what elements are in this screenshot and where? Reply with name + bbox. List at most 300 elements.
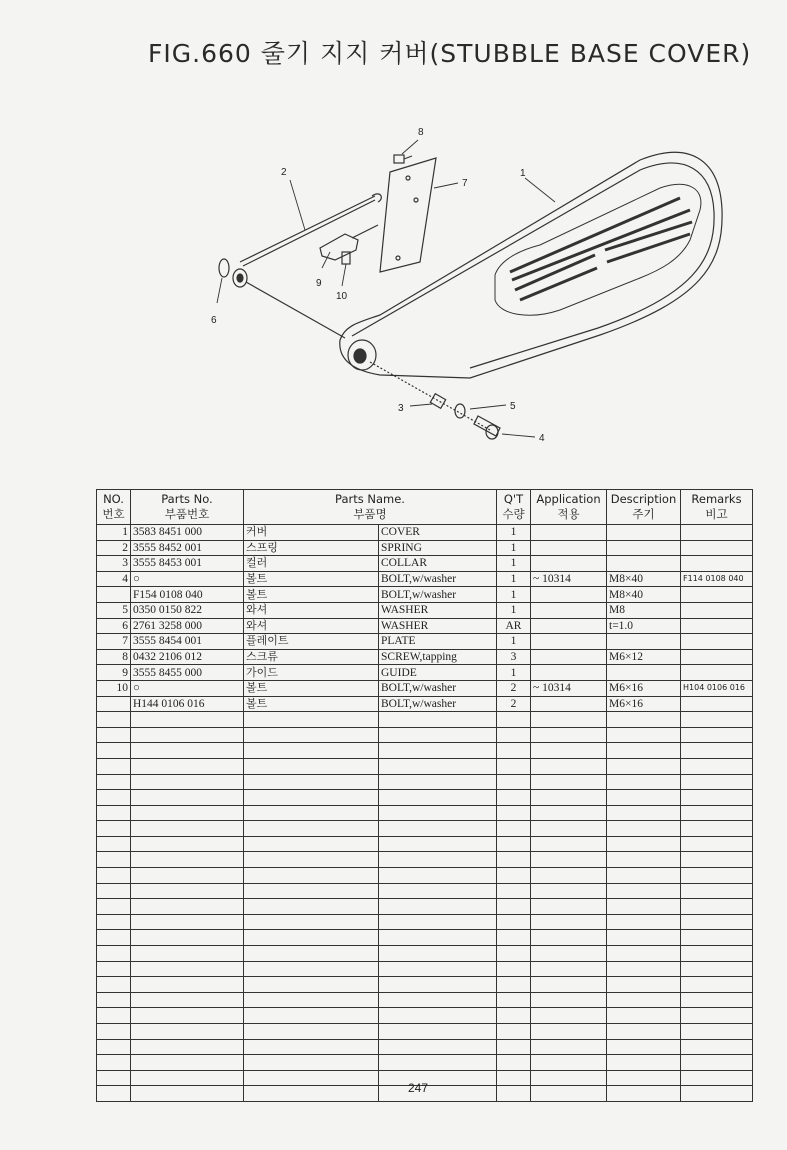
cell-empty <box>531 774 607 790</box>
cell-empty <box>379 1055 497 1071</box>
cell-kor: 플레이트 <box>244 634 379 650</box>
cell-empty <box>379 899 497 915</box>
header-parts-name: Parts Name. 부품명 <box>244 490 497 525</box>
cell-qty: 1 <box>497 665 531 681</box>
cell-empty <box>131 1070 244 1086</box>
cell-empty <box>681 712 753 728</box>
cell-eng: SCREW,tapping <box>379 649 497 665</box>
cell-qty: 1 <box>497 587 531 603</box>
cell-empty <box>379 946 497 962</box>
callout-4: 4 <box>539 433 545 444</box>
cell-parts-no: ○ <box>131 571 244 587</box>
exploded-parts-diagram <box>0 100 787 480</box>
table-row-empty <box>97 774 753 790</box>
cell-empty <box>97 1008 131 1024</box>
cell-parts-no: H144 0106 016 <box>131 696 244 712</box>
table-row-empty <box>97 743 753 759</box>
cell-empty <box>681 1008 753 1024</box>
cell-application <box>531 540 607 556</box>
cell-qty: 1 <box>497 540 531 556</box>
cover-part-1 <box>340 152 722 378</box>
parts-table <box>96 489 753 1102</box>
cell-empty <box>379 961 497 977</box>
cell-empty <box>244 743 379 759</box>
table-row <box>97 634 753 650</box>
cell-empty <box>497 961 531 977</box>
cell-empty <box>607 1055 681 1071</box>
callout-7: 7 <box>462 178 468 189</box>
cell-empty <box>97 946 131 962</box>
cell-empty <box>244 930 379 946</box>
callout-3: 3 <box>398 403 404 414</box>
table-row <box>97 571 753 587</box>
cell-kor: 커버 <box>244 525 379 541</box>
guide-part-9 <box>320 225 378 264</box>
table-row-empty <box>97 977 753 993</box>
cell-empty <box>497 977 531 993</box>
table-row-empty <box>97 852 753 868</box>
cell-empty <box>681 930 753 946</box>
screw-part-8 <box>394 155 412 163</box>
callout-10: 10 <box>336 291 348 302</box>
cell-empty <box>97 790 131 806</box>
cell-empty <box>531 1055 607 1071</box>
cell-empty <box>531 914 607 930</box>
cell-empty <box>681 1086 753 1102</box>
cell-empty <box>607 790 681 806</box>
cell-description: M6×16 <box>607 680 681 696</box>
cell-empty <box>607 992 681 1008</box>
header-qty: Q'T 수량 <box>497 490 531 525</box>
cell-application <box>531 634 607 650</box>
cell-qty: 1 <box>497 556 531 572</box>
cell-empty <box>379 1008 497 1024</box>
cell-empty <box>681 790 753 806</box>
cell-empty <box>97 727 131 743</box>
table-row-empty <box>97 946 753 962</box>
cell-empty <box>531 1039 607 1055</box>
cell-empty <box>244 1039 379 1055</box>
cell-empty <box>379 758 497 774</box>
cell-eng: WASHER <box>379 602 497 618</box>
table-row-empty <box>97 868 753 884</box>
cell-empty <box>607 1039 681 1055</box>
cell-empty <box>379 977 497 993</box>
cell-description <box>607 525 681 541</box>
cell-empty <box>497 930 531 946</box>
cell-empty <box>379 914 497 930</box>
cell-empty <box>244 712 379 728</box>
cell-empty <box>531 712 607 728</box>
cell-empty <box>244 946 379 962</box>
cell-empty <box>97 743 131 759</box>
cell-empty <box>131 1024 244 1040</box>
cell-empty <box>497 883 531 899</box>
cell-empty <box>131 977 244 993</box>
table-row <box>97 696 753 712</box>
cell-empty <box>531 930 607 946</box>
cell-empty <box>244 852 379 868</box>
cell-empty <box>531 743 607 759</box>
table-row-empty <box>97 914 753 930</box>
cell-empty <box>607 1008 681 1024</box>
cell-empty <box>497 914 531 930</box>
cell-empty <box>379 821 497 837</box>
cell-parts-no: 0432 2106 012 <box>131 649 244 665</box>
table-header-row <box>97 490 753 525</box>
cell-empty <box>497 852 531 868</box>
cell-description: M8×40 <box>607 571 681 587</box>
callout-8: 8 <box>418 127 424 138</box>
cell-application <box>531 649 607 665</box>
cell-empty <box>131 914 244 930</box>
cell-description: M8×40 <box>607 587 681 603</box>
cell-qty: 1 <box>497 634 531 650</box>
cell-remarks <box>681 587 753 603</box>
cell-kor: 와셔 <box>244 602 379 618</box>
cell-empty <box>97 852 131 868</box>
cell-empty <box>497 1055 531 1071</box>
cell-description <box>607 556 681 572</box>
cell-empty <box>244 774 379 790</box>
cell-no: 4 <box>97 571 131 587</box>
cell-no: 9 <box>97 665 131 681</box>
cell-empty <box>97 805 131 821</box>
cell-empty <box>131 852 244 868</box>
cell-empty <box>379 992 497 1008</box>
cell-empty <box>607 868 681 884</box>
cell-empty <box>681 992 753 1008</box>
table-row <box>97 587 753 603</box>
cell-empty <box>497 1008 531 1024</box>
cell-application <box>531 696 607 712</box>
cell-empty <box>681 821 753 837</box>
cell-empty <box>244 883 379 899</box>
cell-eng: WASHER <box>379 618 497 634</box>
header-no: NO. 번호 <box>97 490 131 525</box>
cell-qty: 1 <box>497 602 531 618</box>
cell-parts-no: 3555 8452 001 <box>131 540 244 556</box>
cell-empty <box>97 821 131 837</box>
cell-kor: 볼트 <box>244 680 379 696</box>
cell-empty <box>531 992 607 1008</box>
cell-qty: 3 <box>497 649 531 665</box>
cell-empty <box>131 1086 244 1102</box>
cell-empty <box>379 805 497 821</box>
cell-empty <box>97 992 131 1008</box>
cell-no: 1 <box>97 525 131 541</box>
cell-no: 5 <box>97 602 131 618</box>
table-row-empty <box>97 727 753 743</box>
cell-eng: BOLT,w/washer <box>379 571 497 587</box>
cell-eng: BOLT,w/washer <box>379 696 497 712</box>
cell-empty <box>244 727 379 743</box>
cell-empty <box>97 836 131 852</box>
cell-parts-no: 2761 3258 000 <box>131 618 244 634</box>
cell-empty <box>379 774 497 790</box>
cell-empty <box>681 743 753 759</box>
cell-remarks <box>681 525 753 541</box>
cell-empty <box>379 1070 497 1086</box>
cell-description: M6×12 <box>607 649 681 665</box>
cell-empty <box>607 883 681 899</box>
cell-empty <box>497 1070 531 1086</box>
cell-description <box>607 540 681 556</box>
cell-empty <box>131 930 244 946</box>
cell-remarks <box>681 618 753 634</box>
page-title: FIG.660 줄기 지지 커버(STUBBLE BASE COVER) <box>148 39 752 68</box>
cell-remarks <box>681 696 753 712</box>
cell-empty <box>681 852 753 868</box>
cell-empty <box>131 805 244 821</box>
table-row <box>97 665 753 681</box>
cell-empty <box>379 727 497 743</box>
table-row-empty <box>97 1008 753 1024</box>
spring-part-2 <box>240 194 381 266</box>
cell-empty <box>131 712 244 728</box>
cell-empty <box>131 774 244 790</box>
cell-empty <box>531 852 607 868</box>
cell-eng: SPRING <box>379 540 497 556</box>
cell-empty <box>131 1008 244 1024</box>
cell-empty <box>97 868 131 884</box>
table-row <box>97 525 753 541</box>
cell-empty <box>607 821 681 837</box>
cell-empty <box>97 899 131 915</box>
header-remarks: Remarks 비고 <box>681 490 753 525</box>
cell-empty <box>681 1070 753 1086</box>
cell-empty <box>531 1008 607 1024</box>
cell-empty <box>531 899 607 915</box>
cell-empty <box>531 1024 607 1040</box>
cell-parts-no: ○ <box>131 680 244 696</box>
cell-empty <box>681 1039 753 1055</box>
cell-empty <box>497 946 531 962</box>
cell-empty <box>244 992 379 1008</box>
cell-empty <box>244 961 379 977</box>
header-description: Description 주기 <box>607 490 681 525</box>
cell-empty <box>244 914 379 930</box>
table-row-empty <box>97 1039 753 1055</box>
callout-5: 5 <box>510 401 516 412</box>
cell-empty <box>379 836 497 852</box>
cell-no: 3 <box>97 556 131 572</box>
callout-1: 1 <box>520 168 526 179</box>
cell-empty <box>497 1024 531 1040</box>
cell-empty <box>681 1024 753 1040</box>
cell-empty <box>531 727 607 743</box>
cell-empty <box>531 961 607 977</box>
cell-empty <box>607 805 681 821</box>
callout-9: 9 <box>316 278 322 289</box>
cell-empty <box>681 977 753 993</box>
cell-qty: AR <box>497 618 531 634</box>
table-row <box>97 680 753 696</box>
cell-application <box>531 602 607 618</box>
cell-empty <box>131 1039 244 1055</box>
cell-empty <box>607 899 681 915</box>
cell-empty <box>131 743 244 759</box>
cell-no: 10 <box>97 680 131 696</box>
cell-description: M6×16 <box>607 696 681 712</box>
cell-empty <box>681 946 753 962</box>
callout-leaders <box>217 140 555 437</box>
cell-empty <box>244 1055 379 1071</box>
cell-empty <box>131 899 244 915</box>
cell-empty <box>607 1070 681 1086</box>
table-row <box>97 602 753 618</box>
cell-empty <box>531 1070 607 1086</box>
cell-empty <box>97 712 131 728</box>
cell-kor: 스프링 <box>244 540 379 556</box>
cell-empty <box>681 914 753 930</box>
callout-2: 2 <box>281 167 287 178</box>
cell-empty <box>497 836 531 852</box>
cell-kor: 컬러 <box>244 556 379 572</box>
table-row <box>97 540 753 556</box>
cell-empty <box>497 1039 531 1055</box>
cell-empty <box>244 758 379 774</box>
cell-remarks: H104 0106 016 <box>681 680 753 696</box>
cell-kor: 볼트 <box>244 571 379 587</box>
cell-empty <box>379 1024 497 1040</box>
cell-empty <box>531 758 607 774</box>
table-row <box>97 618 753 634</box>
table-row-empty <box>97 883 753 899</box>
cell-empty <box>681 805 753 821</box>
cell-empty <box>379 868 497 884</box>
cell-description: M8 <box>607 602 681 618</box>
cell-remarks <box>681 556 753 572</box>
cell-empty <box>497 774 531 790</box>
cell-empty <box>244 1086 379 1102</box>
cell-remarks <box>681 649 753 665</box>
cell-empty <box>97 758 131 774</box>
cell-remarks: F114 0108 040 <box>681 571 753 587</box>
cell-empty <box>379 712 497 728</box>
cell-empty <box>131 961 244 977</box>
washer-part-6 <box>219 259 345 338</box>
table-row-empty <box>97 1055 753 1071</box>
header-application: Application 적용 <box>531 490 607 525</box>
table-row-empty <box>97 930 753 946</box>
cell-no: 2 <box>97 540 131 556</box>
cell-empty <box>497 805 531 821</box>
cell-empty <box>131 883 244 899</box>
cell-empty <box>244 790 379 806</box>
table-row-empty <box>97 821 753 837</box>
cell-description: t=1.0 <box>607 618 681 634</box>
cell-empty <box>607 852 681 868</box>
cell-remarks <box>681 540 753 556</box>
table-row-empty <box>97 805 753 821</box>
cell-empty <box>131 992 244 1008</box>
cell-empty <box>97 914 131 930</box>
cell-empty <box>681 961 753 977</box>
cell-empty <box>607 758 681 774</box>
cell-empty <box>97 977 131 993</box>
cell-empty <box>379 930 497 946</box>
cell-kor: 볼트 <box>244 696 379 712</box>
cell-empty <box>97 774 131 790</box>
cell-description <box>607 665 681 681</box>
cell-empty <box>497 992 531 1008</box>
cell-empty <box>131 790 244 806</box>
cell-empty <box>607 1024 681 1040</box>
cell-empty <box>497 1086 531 1102</box>
cell-parts-no: 0350 0150 822 <box>131 602 244 618</box>
cell-empty <box>244 1008 379 1024</box>
cell-empty <box>497 899 531 915</box>
table-row-empty <box>97 1024 753 1040</box>
cell-empty <box>131 727 244 743</box>
cell-empty <box>607 961 681 977</box>
cell-empty <box>607 946 681 962</box>
cell-empty <box>681 836 753 852</box>
cell-empty <box>244 836 379 852</box>
cell-application <box>531 618 607 634</box>
cell-empty <box>531 868 607 884</box>
cell-empty <box>131 1055 244 1071</box>
cell-eng: BOLT,w/washer <box>379 680 497 696</box>
cell-empty <box>97 1070 131 1086</box>
cell-application: ~ 10314 <box>531 680 607 696</box>
cell-no <box>97 587 131 603</box>
cell-no: 6 <box>97 618 131 634</box>
cell-eng: BOLT,w/washer <box>379 587 497 603</box>
cell-empty <box>97 1086 131 1102</box>
cell-application: ~ 10314 <box>531 571 607 587</box>
table-row-empty <box>97 836 753 852</box>
cell-no: 8 <box>97 649 131 665</box>
callout-6: 6 <box>211 315 217 326</box>
parts-table-body <box>97 525 753 1102</box>
cell-remarks <box>681 634 753 650</box>
cell-description <box>607 634 681 650</box>
cell-empty <box>244 1070 379 1086</box>
cell-qty: 1 <box>497 525 531 541</box>
cell-empty <box>681 774 753 790</box>
cell-empty <box>681 727 753 743</box>
cell-empty <box>497 727 531 743</box>
cell-kor: 와셔 <box>244 618 379 634</box>
table-row-empty <box>97 899 753 915</box>
cell-eng: GUIDE <box>379 665 497 681</box>
cell-empty <box>497 712 531 728</box>
cell-empty <box>497 868 531 884</box>
cell-eng: PLATE <box>379 634 497 650</box>
cell-parts-no: 3583 8451 000 <box>131 525 244 541</box>
cell-empty <box>531 805 607 821</box>
cell-application <box>531 556 607 572</box>
cell-empty <box>681 899 753 915</box>
cell-empty <box>131 821 244 837</box>
cell-empty <box>131 946 244 962</box>
cell-no <box>97 696 131 712</box>
cell-empty <box>531 1086 607 1102</box>
cell-parts-no: 3555 8453 001 <box>131 556 244 572</box>
cell-empty <box>244 1024 379 1040</box>
cell-empty <box>497 743 531 759</box>
table-row-empty <box>97 790 753 806</box>
cell-empty <box>531 836 607 852</box>
cell-qty: 1 <box>497 571 531 587</box>
cell-kor: 가이드 <box>244 665 379 681</box>
cell-empty <box>607 977 681 993</box>
cell-empty <box>531 883 607 899</box>
cell-empty <box>607 930 681 946</box>
table-row-empty <box>97 992 753 1008</box>
